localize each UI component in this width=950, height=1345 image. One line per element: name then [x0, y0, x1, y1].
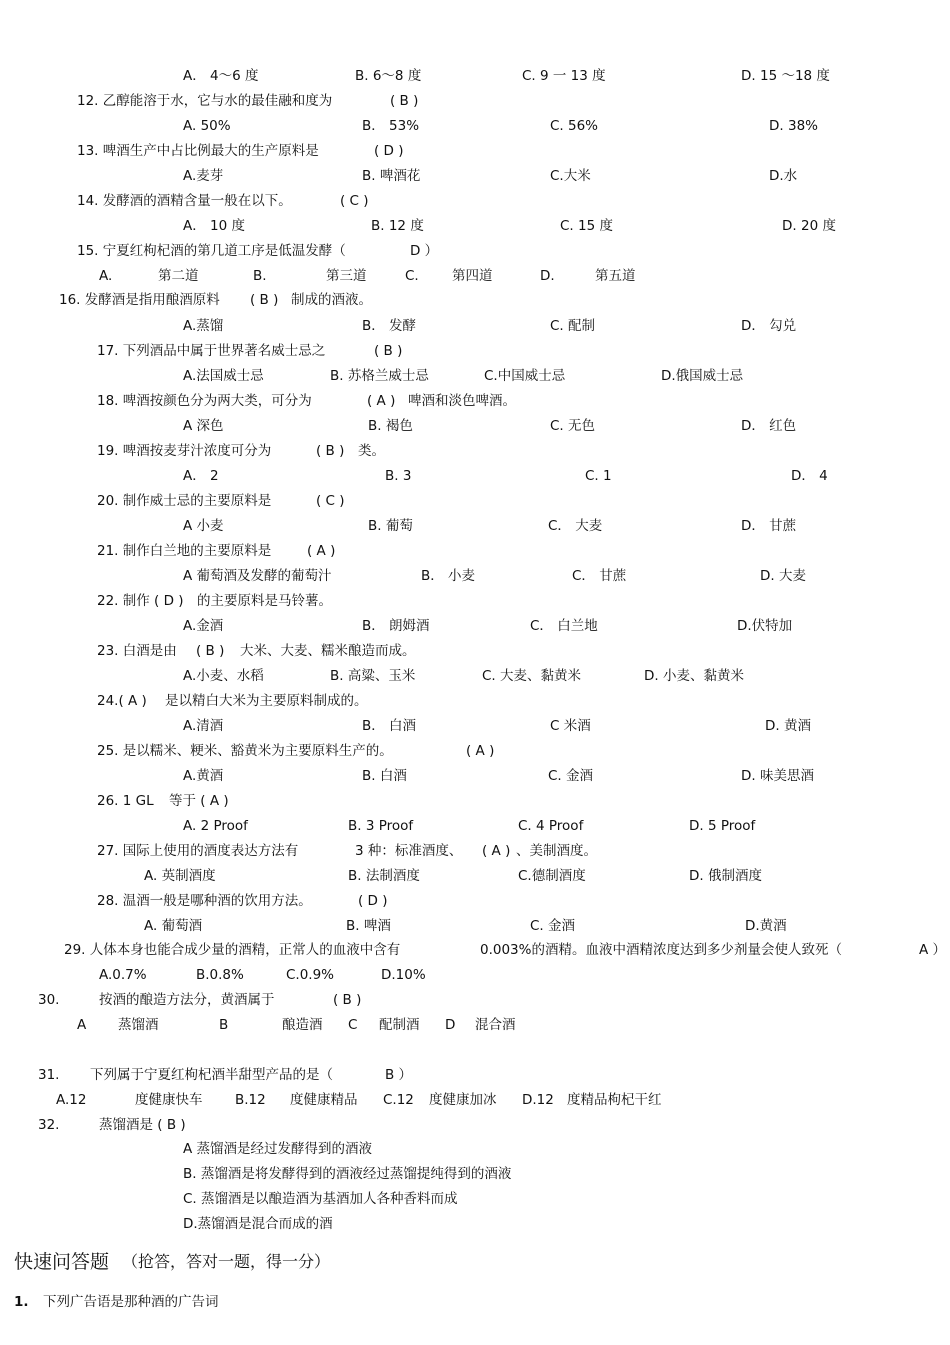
- row-18-cell-2: C． 大麦: [548, 518, 603, 534]
- row-38-cell-0: A: [77, 1017, 87, 1033]
- row-10-cell-3: D． 勾兑: [741, 318, 797, 334]
- row-30-cell-0: A. 2 Proof: [183, 818, 248, 834]
- row-36-cell-3: D.10%: [381, 967, 426, 983]
- row-18-cell-1: B. 葡萄: [368, 518, 413, 534]
- row-30-cell-2: C. 4 Proof: [518, 818, 584, 834]
- row-31-cell-2: ( A ): [482, 843, 511, 859]
- row-41-cell-1: 蒸馏酒是 ( B ): [99, 1117, 186, 1133]
- row-39-cell-0: 31.: [38, 1067, 60, 1083]
- row-37-cell-1: 按酒的酿造方法分，黄酒属于: [99, 992, 275, 1008]
- row-19-cell-1: ( A ): [307, 543, 336, 559]
- row-19-cell-0: 21. 制作白兰地的主要原料是: [97, 543, 272, 559]
- row-38-cell-5: 配制酒: [379, 1017, 420, 1033]
- row-29-cell-0: 26. 1 GL: [97, 793, 154, 809]
- row-38-cell-4: C: [348, 1017, 358, 1033]
- row-11-cell-1: ( B ): [374, 343, 403, 359]
- row-8-cell-5: 第四道: [452, 268, 493, 284]
- row-40-cell-6: D.12: [522, 1092, 554, 1108]
- question-number: 1.: [14, 1294, 29, 1310]
- row-34-cell-0: A. 葡萄酒: [144, 918, 203, 934]
- row-10-cell-1: B． 发酵: [362, 318, 417, 334]
- row-9-cell-2: 制成的酒液。: [291, 292, 372, 308]
- row-8-cell-7: 第五道: [595, 268, 636, 284]
- row-22-cell-3: D.伏特加: [737, 618, 793, 634]
- row-38-cell-3: 酿造酒: [282, 1017, 323, 1033]
- row-20-cell-1: B． 小麦: [421, 568, 476, 584]
- row-8-cell-4: C.: [405, 268, 419, 284]
- row-6-cell-3: D. 20 度: [782, 218, 836, 234]
- row-45-cell-0: D.蒸馏酒是混合而成的酒: [183, 1216, 333, 1232]
- row-40-cell-1: 度健康快车: [135, 1092, 203, 1108]
- row-7-cell-1: D ）: [410, 243, 439, 259]
- row-3-cell-1: ( D ): [374, 143, 404, 159]
- row-38-cell-1: 蒸馏酒: [118, 1017, 159, 1033]
- row-0-cell-3: D. 15 ～18 度: [741, 68, 830, 84]
- row-22-cell-2: C． 白兰地: [530, 618, 598, 634]
- row-14-cell-3: D． 红色: [741, 418, 797, 434]
- row-41-cell-0: 32.: [38, 1117, 60, 1133]
- row-30-cell-1: B. 3 Proof: [348, 818, 414, 834]
- row-33-cell-1: ( D ): [358, 893, 388, 909]
- row-2-cell-1: B． 53%: [362, 118, 420, 134]
- row-44-cell-0: C. 蒸馏酒是以酿造酒为基酒加人各种香料而成: [183, 1191, 458, 1207]
- row-5-cell-1: ( C ): [340, 193, 369, 209]
- row-10-cell-0: A.蒸馏: [183, 318, 224, 334]
- row-12-cell-1: B. 苏格兰威士忌: [330, 368, 429, 384]
- row-14-cell-2: C. 无色: [550, 418, 596, 434]
- row-20-cell-0: A 葡萄酒及发酵的葡萄汁: [183, 568, 332, 584]
- row-0-cell-2: C. 9 一 13 度: [522, 68, 606, 84]
- row-12-cell-3: D.俄国威士忌: [661, 368, 744, 384]
- row-26-cell-1: B． 白酒: [362, 718, 417, 734]
- row-40-cell-5: 度健康加冰: [429, 1092, 497, 1108]
- row-28-cell-3: D. 味美思酒: [741, 768, 814, 784]
- row-27-cell-0: 25. 是以糯米、粳米、豁黄米为主要原料生产的。: [97, 743, 393, 759]
- row-9-cell-1: ( B ): [250, 292, 279, 308]
- row-16-cell-1: B. 3: [385, 468, 412, 484]
- row-40-cell-2: B.12: [235, 1092, 266, 1108]
- row-35-cell-0: 29. 人体本身也能合成少量的酒精，正常人的血液中含有: [64, 942, 401, 958]
- row-33-cell-0: 28. 温酒一般是哪种酒的饮用方法。: [97, 893, 312, 909]
- row-17-cell-1: ( C ): [316, 493, 345, 509]
- row-12-cell-2: C.中国威士忌: [484, 368, 566, 384]
- row-9-cell-0: 16. 发酵酒是指用酿酒原料: [59, 292, 220, 308]
- row-22-cell-1: B． 朗姆酒: [362, 618, 430, 634]
- row-23-cell-1: ( B ): [196, 643, 225, 659]
- row-24-cell-1: B. 高粱、玉米: [330, 668, 416, 684]
- row-24-cell-2: C. 大麦、黏黄米: [482, 668, 582, 684]
- row-26-cell-2: C 米酒: [550, 718, 591, 734]
- row-8-cell-0: A.: [99, 268, 113, 284]
- row-31-cell-3: 、美制酒度。: [516, 843, 597, 859]
- row-34-cell-1: B. 啤酒: [346, 918, 391, 934]
- row-1-cell-0: 12. 乙醇能溶于水，它与水的最佳融和度为: [77, 93, 333, 109]
- row-8-cell-2: B.: [253, 268, 267, 284]
- row-1-cell-1: ( B ): [390, 93, 419, 109]
- row-11-cell-0: 17. 下列酒品中属于世界著名威士忌之: [97, 343, 326, 359]
- row-16-cell-0: A． 2: [183, 468, 219, 484]
- row-27-cell-1: ( A ): [466, 743, 495, 759]
- row-4-cell-1: B. 啤酒花: [362, 168, 421, 184]
- row-2-cell-0: A. 50%: [183, 118, 231, 134]
- row-30-cell-3: D. 5 Proof: [689, 818, 756, 834]
- row-39-cell-2: B ）: [385, 1067, 413, 1083]
- row-26-cell-0: A.清酒: [183, 718, 224, 734]
- question-text: 下列广告语是那种酒的广告词: [43, 1294, 219, 1310]
- row-10-cell-2: C. 配制: [550, 318, 596, 334]
- row-36-cell-2: C.0.9%: [286, 967, 335, 983]
- row-14-cell-0: A 深色: [183, 418, 224, 434]
- row-22-cell-0: A.金酒: [183, 618, 224, 634]
- row-18-cell-0: A 小麦: [183, 518, 224, 534]
- row-2-cell-2: C. 56%: [550, 118, 599, 134]
- row-16-cell-3: D． 4: [791, 468, 828, 484]
- row-40-cell-7: 度精品枸杞干红: [567, 1092, 662, 1108]
- row-43-cell-0: B. 蒸馏酒是将发酵得到的酒液经过蒸馏提纯得到的酒液: [183, 1166, 512, 1182]
- row-14-cell-1: B. 褐色: [368, 418, 413, 434]
- row-31-cell-0: 27. 国际上使用的酒度表达方法有: [97, 843, 299, 859]
- row-8-cell-3: 第三道: [326, 268, 367, 284]
- row-4-cell-0: A.麦芽: [183, 168, 224, 184]
- row-38-cell-7: 混合酒: [475, 1017, 516, 1033]
- row-4-cell-2: C.大米: [550, 168, 591, 184]
- row-24-cell-3: D. 小麦、黏黄米: [644, 668, 744, 684]
- row-29-cell-1: 等于 ( A ): [169, 793, 229, 809]
- row-6-cell-0: A． 10 度: [183, 218, 245, 234]
- row-20-cell-3: D. 大麦: [760, 568, 806, 584]
- row-7-cell-0: 15. 宁夏红枸杞酒的第几道工序是低温发酵（: [77, 243, 346, 259]
- row-28-cell-1: B. 白酒: [362, 768, 407, 784]
- row-28-cell-2: C. 金酒: [548, 768, 594, 784]
- row-25-cell-1: 是以精白大米为主要原料制成的。: [165, 693, 368, 709]
- row-18-cell-3: D． 甘蔗: [741, 518, 797, 534]
- row-8-cell-6: D.: [540, 268, 555, 284]
- row-6-cell-1: B. 12 度: [371, 218, 424, 234]
- row-40-cell-0: A.12: [56, 1092, 87, 1108]
- row-42-cell-0: A 蒸馏酒是经过发酵得到的酒液: [183, 1141, 373, 1157]
- row-40-cell-3: 度健康精品: [290, 1092, 358, 1108]
- row-32-cell-2: C.德制酒度: [518, 868, 586, 884]
- row-38-cell-2: B: [219, 1017, 229, 1033]
- row-21-cell-0: 22. 制作 ( D ): [97, 593, 184, 609]
- row-34-cell-2: C. 金酒: [530, 918, 576, 934]
- row-13-cell-1: ( A ): [367, 393, 396, 409]
- row-39-cell-1: 下列属于宁夏红枸杞酒半甜型产品的是（: [90, 1067, 333, 1083]
- row-26-cell-3: D. 黄酒: [765, 718, 811, 734]
- row-40-cell-4: C.12: [383, 1092, 414, 1108]
- row-2-cell-3: D. 38%: [769, 118, 818, 134]
- row-32-cell-1: B. 法制酒度: [348, 868, 420, 884]
- row-24-cell-0: A.小麦、水稻: [183, 668, 264, 684]
- row-15-cell-1: ( B ): [316, 443, 345, 459]
- row-37-cell-0: 30.: [38, 992, 60, 1008]
- row-34-cell-3: D.黄酒: [745, 918, 787, 934]
- row-38-cell-6: D: [445, 1017, 456, 1033]
- row-0-cell-1: B. 6～8 度: [355, 68, 422, 84]
- row-4-cell-3: D.水: [769, 168, 798, 184]
- row-16-cell-2: C. 1: [585, 468, 612, 484]
- row-8-cell-1: 第二道: [158, 268, 199, 284]
- row-21-cell-1: 的主要原料是马铃薯。: [197, 593, 332, 609]
- section-title: 快速问答题: [14, 1251, 110, 1273]
- section-note: （抢答，答对一题，得一分）: [122, 1252, 331, 1271]
- row-28-cell-0: A.黄酒: [183, 768, 224, 784]
- row-17-cell-0: 20. 制作威士忌的主要原料是: [97, 493, 272, 509]
- row-31-cell-1: 3 种：标准酒度、: [355, 843, 463, 859]
- row-12-cell-0: A.法国威士忌: [183, 368, 264, 384]
- row-32-cell-0: A. 英制酒度: [144, 868, 216, 884]
- row-36-cell-1: B.0.8%: [196, 967, 244, 983]
- row-35-cell-1: 0.003%的酒精。血液中酒精浓度达到多少剂量会使人致死（: [480, 942, 842, 958]
- row-13-cell-0: 18. 啤酒按颜色分为两大类，可分为: [97, 393, 312, 409]
- row-23-cell-2: 大米、大麦、糯米酿造而成。: [240, 643, 416, 659]
- row-35-cell-2: A ）: [919, 942, 947, 958]
- row-32-cell-3: D. 俄制酒度: [689, 868, 762, 884]
- row-15-cell-2: 类。: [358, 443, 385, 459]
- row-36-cell-0: A.0.7%: [99, 967, 147, 983]
- row-0-cell-0: A． 4～6 度: [183, 68, 259, 84]
- row-25-cell-0: 24.( A ): [97, 693, 147, 709]
- row-37-cell-2: ( B ): [333, 992, 362, 1008]
- row-13-cell-2: 啤酒和淡色啤酒。: [408, 393, 516, 409]
- row-5-cell-0: 14. 发酵酒的酒精含量一般在以下。: [77, 193, 292, 209]
- row-15-cell-0: 19. 啤酒按麦芽汁浓度可分为: [97, 443, 272, 459]
- row-23-cell-0: 23. 白酒是由: [97, 643, 177, 659]
- row-20-cell-2: C． 甘蔗: [572, 568, 627, 584]
- row-3-cell-0: 13. 啤酒生产中占比例最大的生产原料是: [77, 143, 319, 159]
- row-6-cell-2: C. 15 度: [560, 218, 613, 234]
